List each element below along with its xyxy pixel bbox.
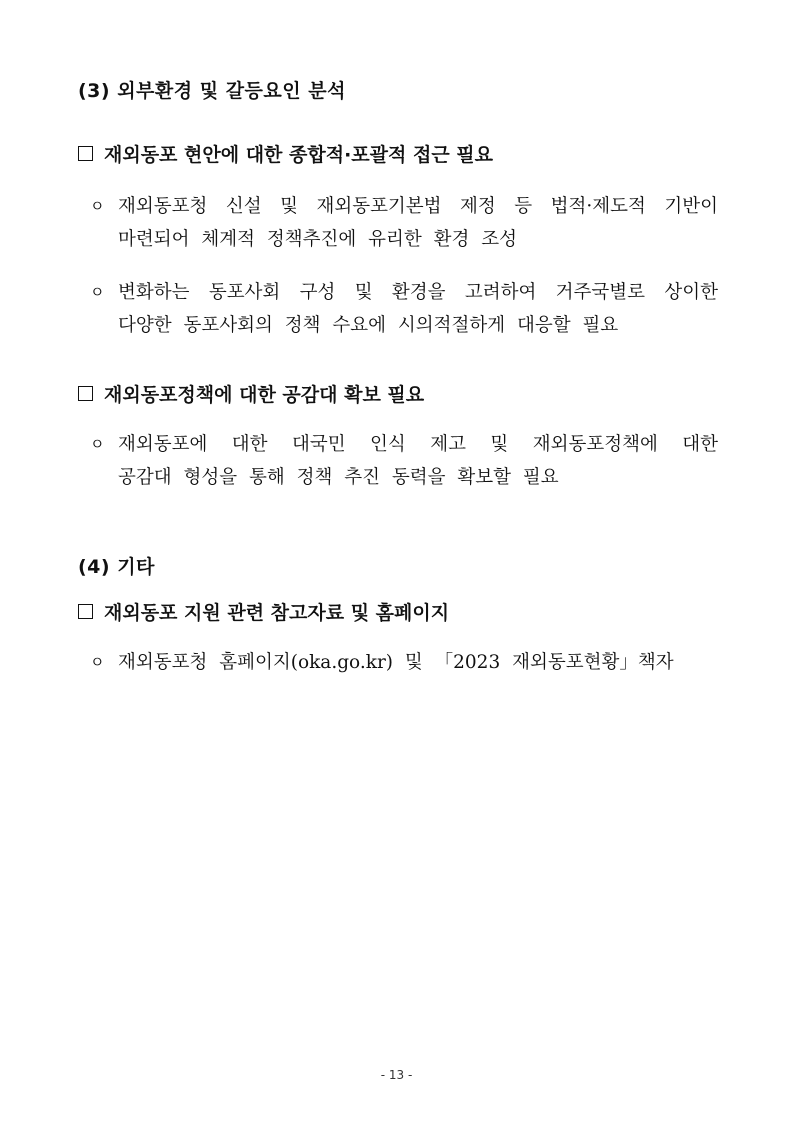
circle-bullet-icon: ㅇ — [90, 283, 105, 301]
square-bullet-icon — [78, 386, 93, 401]
bullet-line: 재외동포청 홈페이지(oka.go.kr) 및 「2023 재외동포현황」책자 — [118, 652, 674, 673]
box-heading-2 — [78, 380, 424, 407]
box-heading-text: 재외동포정책에 대한 공감대 확보 필요 — [104, 384, 425, 406]
bullet-line: 재외동포청 신설 및 재외동포기본법 제정 등 법적·제도적 기반이 — [118, 196, 718, 217]
section-heading-3: (3) 외부환경 및 갈등요인 분석 — [78, 80, 346, 102]
bullet-item-3 — [90, 428, 730, 494]
bullet-line: 다양한 동포사회의 정책 수요에 시의적절하게 대응할 필요 — [118, 315, 619, 336]
box-heading-1 — [78, 140, 493, 167]
bullet-line: 변화하는 동포사회 구성 및 환경을 고려하여 거주국별로 상이한 — [118, 282, 718, 303]
box-heading-text: 재외동포 현안에 대한 종합적·포괄적 접근 필요 — [104, 144, 494, 166]
circle-bullet-icon: ㅇ — [90, 653, 105, 671]
bullet-item-1 — [90, 190, 730, 256]
section-heading-4: (4) 기타 — [78, 556, 155, 578]
square-bullet-icon — [78, 146, 93, 161]
bullet-line: 공감대 형성을 통해 정책 추진 동력을 확보할 필요 — [118, 467, 559, 488]
circle-bullet-icon: ㅇ — [90, 197, 105, 215]
square-bullet-icon — [78, 604, 93, 619]
circle-bullet-icon: ㅇ — [90, 435, 105, 453]
bullet-line: 재외동포에 대한 대국민 인식 제고 및 재외동포정책에 대한 — [118, 434, 718, 455]
box-heading-3 — [78, 598, 449, 625]
bullet-item-4 — [90, 646, 730, 679]
box-heading-text: 재외동포 지원 관련 참고자료 및 홈페이지 — [104, 602, 450, 624]
bullet-item-2 — [90, 276, 730, 342]
bullet-line: 마련되어 체계적 정책추진에 유리한 환경 조성 — [118, 229, 517, 250]
page-number: - 13 - — [380, 1068, 413, 1082]
